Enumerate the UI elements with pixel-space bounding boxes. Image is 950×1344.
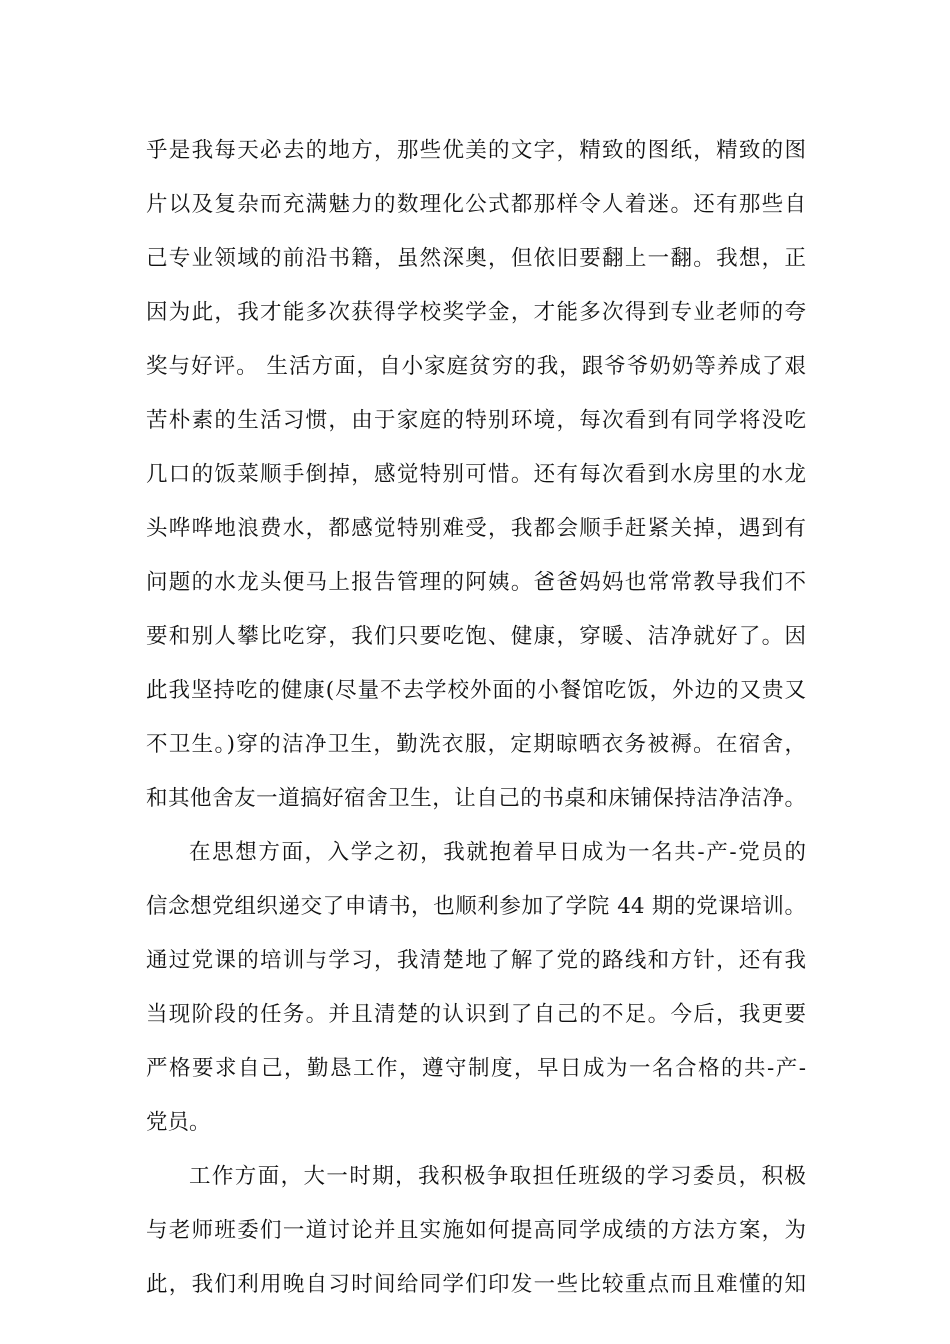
text-line: 片以及复杂而充满魅力的数理化公式都那样令人着迷。还有那些自 (146, 192, 806, 217)
text-line: 要和别人攀比吃穿，我们只要吃饱、健康，穿暖、洁净就好了。因 (146, 624, 806, 649)
text-line: 头哗哗地浪费水，都感觉特别难受，我都会顺手赶紧关掉，遇到有 (146, 516, 806, 541)
text-line: 通过党课的培训与学习，我清楚地了解了党的路线和方针，还有我 (146, 948, 806, 973)
text-line: 苦朴素的生活习惯，由于家庭的特别环境，每次看到有同学将没吃 (146, 408, 806, 433)
text-line: 几口的饭菜顺手倒掉，感觉特别可惜。还有每次看到水房里的水龙 (146, 462, 806, 487)
text-line: 严格要求自己，勤恳工作，遵守制度，早日成为一名合格的共-产- (146, 1056, 806, 1081)
text-line: 与老师班委们一道讨论并且实施如何提高同学成绩的方法方案，为 (146, 1218, 806, 1243)
text-line: 此，我们利用晚自习时间给同学们印发一些比较重点而且难懂的知 (146, 1272, 806, 1297)
text-line: 奖与好评。 生活方面，自小家庭贫穷的我，跟爷爷奶奶等养成了艰 (146, 354, 806, 379)
text-line: 乎是我每天必去的地方，那些优美的文字，精致的图纸，精致的图 (146, 138, 806, 163)
text-line: 当现阶段的任务。并且清楚的认识到了自己的不足。今后，我更要 (146, 1002, 806, 1027)
paragraph-first-line: 工作方面，大一时期，我积极争取担任班级的学习委员，积极 (189, 1164, 806, 1189)
text-line: 己专业领域的前沿书籍，虽然深奥，但依旧要翻上一翻。我想，正 (146, 246, 806, 271)
text-line: 和其他舍友一道搞好宿舍卫生，让自己的书桌和床铺保持洁净洁净。 (146, 786, 806, 811)
text-line: 问题的水龙头便马上报告管理的阿姨。爸爸妈妈也常常教导我们不 (146, 570, 806, 595)
text-line: 不卫生。)穿的洁净卫生，勤洗衣服，定期晾晒衣务被褥。在宿舍， (146, 732, 806, 757)
paragraph-first-line: 在思想方面，入学之初，我就抱着早日成为一名共-产-党员的 (189, 840, 806, 865)
text-line: 因为此，我才能多次获得学校奖学金，才能多次得到专业老师的夸 (146, 300, 806, 325)
text-line: 信念想党组织递交了申请书，也顺利参加了学院 44 期的党课培训。 (146, 894, 806, 919)
text-line: 党员。 (146, 1110, 211, 1135)
text-line: 此我坚持吃的健康(尽量不去学校外面的小餐馆吃饭，外边的又贵又 (146, 678, 806, 703)
